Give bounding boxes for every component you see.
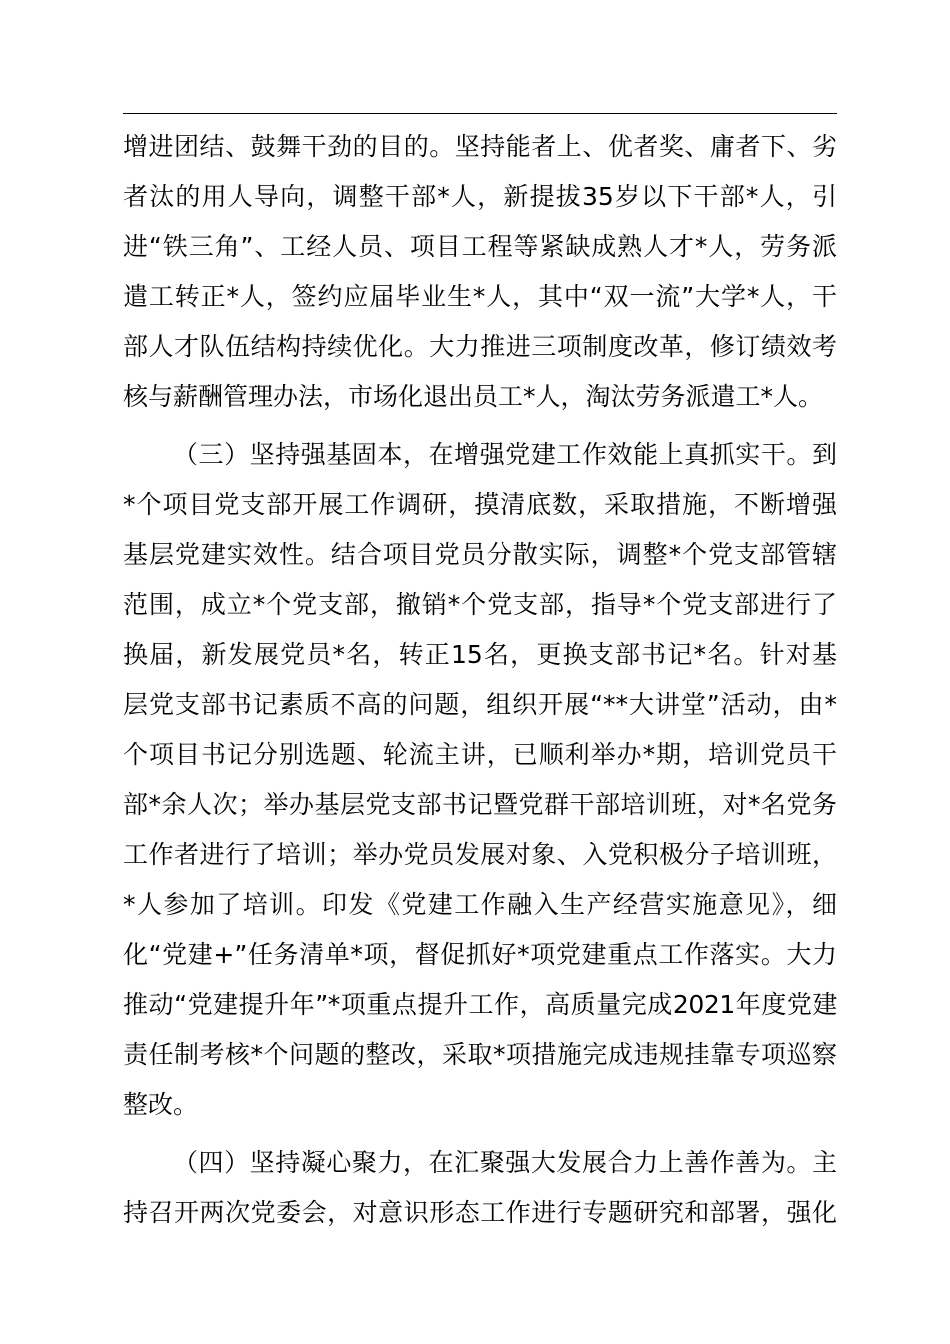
text-line: 推动“党建提升年”*项重点提升工作，高质量完成2021年度党建 — [123, 990, 837, 1019]
text-line: 责任制考核*个问题的整改，采取*项措施完成违规挂靠专项巡察 — [123, 1040, 837, 1069]
text-line: 者汰的用人导向，调整干部*人，新提拔35岁以下干部*人，引 — [123, 182, 837, 211]
paragraph-section-four — [123, 1138, 837, 1238]
text-line: 遣工转正*人，签约应届毕业生*人，其中“双一流”大学*人，干 — [123, 282, 837, 311]
text-line: 范围，成立*个党支部，撤销*个党支部，指导*个党支部进行了 — [123, 590, 837, 619]
paragraph-spacer — [123, 1130, 837, 1138]
text-line: 工作者进行了培训；举办党员发展对象、入党积极分子培训班， — [123, 840, 837, 869]
text-line: 部*余人次；举办基层党支部书记暨党群干部培训班，对*名党务 — [123, 790, 837, 819]
text-line: 核与薪酬管理办法，市场化退出员工*人，淘汰劳务派遣工*人。 — [123, 382, 824, 411]
text-line: 部人才队伍结构持续优化。大力推进三项制度改革，修订绩效考 — [123, 332, 837, 361]
text-line: 换届，新发展党员*名，转正15名，更换支部书记*名。针对基 — [123, 640, 837, 669]
section-three-heading-line: （三）坚持强基固本，在增强党建工作效能上真抓实干。到 — [173, 440, 837, 469]
header-rule — [123, 113, 837, 114]
text-line: *人参加了培训。印发《党建工作融入生产经营实施意见》，细 — [123, 890, 837, 919]
text-line: 层党支部书记素质不高的问题，组织开展“**大讲堂”活动，由* — [123, 690, 837, 719]
document-body — [123, 122, 837, 1238]
text-line: 个项目书记分别选题、轮流主讲，已顺利举办*期，培训党员干 — [123, 740, 837, 769]
text-line: 进“铁三角”、工经人员、项目工程等紧缺成熟人才*人，劳务派 — [123, 232, 837, 261]
text-line: 化“党建+”任务清单*项，督促抓好*项党建重点工作落实。大力 — [123, 940, 837, 969]
text-line: 持召开两次党委会，对意识形态工作进行专题研究和部署，强化 — [123, 1198, 837, 1227]
text-line: 基层党建实效性。结合项目党员分散实际，调整*个党支部管辖 — [123, 540, 837, 569]
paragraph-spacer — [123, 422, 837, 430]
text-line: *个项目党支部开展工作调研，摸清底数，采取措施，不断增强 — [123, 490, 837, 519]
section-four-heading-line: （四）坚持凝心聚力，在汇聚强大发展合力上善作善为。主 — [173, 1148, 837, 1177]
paragraph-continued — [123, 122, 837, 422]
text-line: 整改。 — [123, 1090, 199, 1119]
paragraph-section-three — [123, 430, 837, 1130]
text-line: 增进团结、鼓舞干劲的目的。坚持能者上、优者奖、庸者下、劣 — [123, 132, 837, 161]
